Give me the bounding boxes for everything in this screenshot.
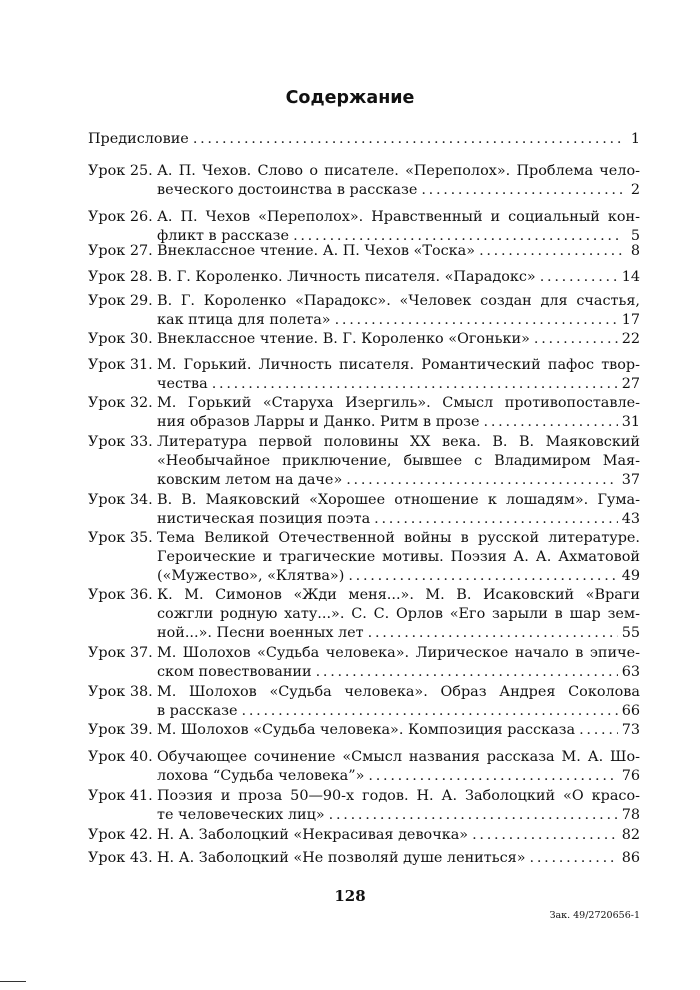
toc-entry (88, 330, 640, 349)
dot-leader (346, 471, 617, 490)
toc-line (88, 510, 640, 529)
toc-entry (88, 683, 640, 721)
lesson-title-line: те человеческих лиц» (157, 807, 325, 823)
lesson-label: Урок 29. (88, 293, 153, 309)
lesson-title-line: ния образов Ларры и Данко. Ритм в прозе (157, 414, 480, 430)
lesson-title-line: К. М. Симонов «Жди меня...». М. В. Исаковский «Враги (157, 587, 640, 603)
toc-line (88, 644, 640, 663)
toc-line (88, 268, 640, 287)
lesson-title-line: М. Шолохов «Судьба человека». Образ Андрея Соколова (157, 684, 640, 700)
toc-line (88, 375, 640, 394)
lesson-title-line: М. Горький «Старуха Изергиль». Смысл противопоставле- (157, 395, 640, 411)
dot-leader (212, 375, 618, 394)
toc-line (88, 748, 640, 767)
lesson-label: Урок 30. (88, 331, 153, 347)
toc-page-number: 22 (621, 331, 640, 347)
toc-page-number: 27 (621, 376, 640, 392)
toc-entry (88, 292, 640, 330)
toc-entry (88, 491, 640, 529)
toc-page-number: 2 (630, 182, 640, 198)
lesson-title-line: ском повествовании (157, 664, 312, 680)
lesson-title-line: В. Г. Короленко «Парадокс». «Человек создан для счастья, (157, 293, 640, 309)
toc-line (88, 605, 640, 624)
toc-line (88, 292, 640, 311)
toc-line (88, 826, 640, 845)
lesson-label: Урок 31. (88, 357, 153, 373)
toc-line (88, 624, 640, 643)
toc-line (88, 242, 640, 261)
lesson-title-line: фликт в рассказе (157, 228, 290, 244)
dot-leader (193, 130, 622, 149)
dot-leader (329, 806, 618, 825)
toc-line (88, 394, 640, 413)
toc-line (88, 433, 640, 452)
lesson-title-line: Обучающее сочинение «Смысл названия рассказа М. А. Шо- (157, 749, 640, 765)
toc-line (88, 767, 640, 786)
toc-page-number: 31 (621, 414, 640, 430)
dot-leader (348, 567, 617, 586)
toc-line (88, 356, 640, 375)
toc-page-number: 82 (621, 827, 640, 843)
lesson-label: Урок 37. (88, 645, 153, 661)
toc-entry (88, 529, 640, 586)
toc-page-number: 5 (630, 228, 640, 244)
lesson-label: Урок 33. (88, 434, 153, 450)
lesson-label: Урок 25. (88, 163, 153, 179)
toc-page-number: 8 (630, 243, 640, 259)
scan-edge-mark (0, 981, 26, 982)
lesson-label: Урок 42. (88, 827, 153, 843)
toc-line (88, 330, 640, 349)
toc-page-number: 76 (621, 768, 640, 784)
dot-leader (484, 413, 618, 432)
toc-page-number: 73 (621, 722, 640, 738)
toc-entry (88, 586, 640, 643)
toc-entry (88, 644, 640, 682)
lesson-label: Урок 41. (88, 788, 153, 804)
toc-page-number: 1 (630, 131, 640, 147)
lesson-title-line: нистическая позиция поэта (157, 511, 371, 527)
dot-leader (540, 268, 618, 287)
toc-line (88, 548, 640, 567)
toc-page-number: 14 (621, 269, 640, 285)
toc-entry-preface (88, 130, 640, 149)
lesson-title-line: Н. А. Заболоцкий «Не позволяй душе лениться» (157, 850, 526, 866)
lesson-title-line: ной...». Песни военных лет (157, 625, 364, 641)
toc-line (88, 452, 640, 471)
dot-leader (534, 330, 618, 349)
toc-page-number: 17 (621, 312, 640, 328)
toc-line (88, 491, 640, 510)
lesson-title-line: веческого достоинства в рассказе (157, 182, 418, 198)
lesson-title-line: как птица для полета» (157, 312, 331, 328)
lesson-title-line: М. Горький. Личность писателя. Романтический пафос твор- (157, 357, 640, 373)
toc-page-number: 43 (621, 511, 640, 527)
lesson-label: Урок 32. (88, 395, 153, 411)
toc-entry (88, 394, 640, 432)
lesson-title-line: А. П. Чехов. Слово о писателе. «Переполох». Проблема чело- (157, 163, 640, 179)
toc-line (88, 311, 640, 330)
lesson-label: Урок 35. (88, 530, 153, 546)
toc-line (88, 208, 640, 227)
toc-entry (88, 787, 640, 825)
toc-line (88, 702, 640, 721)
lesson-title-line: «Необычайное приключение, бывшее с Владимиром Мая- (157, 453, 640, 469)
page-number: 128 (334, 887, 366, 905)
toc-line (88, 586, 640, 605)
lesson-label: Урок 43. (88, 850, 153, 866)
lesson-label: Урок 27. (88, 243, 153, 259)
toc-line (88, 413, 640, 432)
lesson-label: Урок 34. (88, 492, 153, 508)
dot-leader (242, 702, 618, 721)
lesson-title-line: сожгли родную хату...». С. С. Орлов «Его зарыли в шар зем- (157, 606, 640, 622)
toc-line (88, 130, 640, 149)
lesson-title-line: М. Шолохов «Судьба человека». Композиция рассказа (157, 722, 576, 738)
lesson-title-line: Внеклассное чтение. В. Г. Короленко «Огоньки» (157, 331, 530, 347)
lesson-label: Урок 28. (88, 269, 153, 285)
toc-line (88, 806, 640, 825)
lesson-title-line: ковским летом на даче» (157, 472, 343, 488)
toc-entry (88, 268, 640, 287)
toc-page-number: 66 (621, 703, 640, 719)
lesson-label: Урок 26. (88, 209, 153, 225)
toc-line (88, 849, 640, 868)
lesson-label: Урок 40. (88, 749, 153, 765)
lesson-title-line: Тема Великой Отечественной войны в русской литературе. (157, 530, 640, 546)
dot-leader (368, 624, 618, 643)
toc-line (88, 529, 640, 548)
toc-entry (88, 242, 640, 261)
toc-entry (88, 721, 640, 740)
table-of-contents (88, 0, 640, 870)
toc-page-number: 37 (621, 472, 640, 488)
lesson-title-line: Поэзия и проза 50—90-х годов. Н. А. Заболоцкий «О красо- (157, 788, 640, 804)
toc-page-number: 86 (621, 850, 640, 866)
toc-line (88, 787, 640, 806)
toc-entry (88, 433, 640, 490)
dot-leader (316, 663, 618, 682)
lesson-title-line: лохова “Судьба человека”» (157, 768, 365, 784)
lesson-label: Урок 38. (88, 684, 153, 700)
lesson-title-line: В. Г. Короленко. Личность писателя. «Парадокс» (157, 269, 536, 285)
lesson-title-line: Внеклассное чтение. А. П. Чехов «Тоска» (157, 243, 476, 259)
dot-leader (472, 826, 618, 845)
toc-line (88, 683, 640, 702)
toc-entry (88, 162, 640, 200)
lesson-title-line: («Мужество», «Клятва») (157, 568, 345, 584)
toc-line (88, 663, 640, 682)
lesson-label: Урок 39. (88, 722, 153, 738)
toc-line (88, 721, 640, 740)
toc-line (88, 162, 640, 181)
lesson-label: Урок 36. (88, 587, 153, 603)
dot-leader (335, 311, 618, 330)
lesson-title-line: В. В. Маяковский «Хорошее отношение к лошадям». Гума- (157, 492, 640, 508)
dot-leader (368, 767, 617, 786)
dot-leader (421, 181, 622, 200)
toc-line (88, 471, 640, 490)
page-title: Содержание (285, 88, 415, 108)
toc-page-number: 49 (621, 568, 640, 584)
dot-leader (530, 849, 618, 868)
dot-leader (374, 510, 618, 529)
toc-entry (88, 208, 640, 246)
lesson-title-line: Литература первой половины XX века. В. В. Маяковский (157, 434, 640, 450)
lesson-title-line: Героические и трагические мотивы. Поэзия А. А. Ахматовой (157, 549, 640, 565)
lesson-title-line: в рассказе (157, 703, 238, 719)
lesson-title-line: Н. А. Заболоцкий «Некрасивая девочка» (157, 827, 469, 843)
toc-entry (88, 826, 640, 845)
lesson-title-line: чества (157, 376, 208, 392)
dot-leader (579, 721, 618, 740)
toc-page-number: 78 (621, 807, 640, 823)
toc-entry (88, 748, 640, 786)
toc-entry (88, 849, 640, 868)
dot-leader (479, 242, 622, 261)
toc-line (88, 567, 640, 586)
toc-line (88, 181, 640, 200)
lesson-title-line: А. П. Чехов «Переполох». Нравственный и социальный кон- (157, 209, 640, 225)
toc-entry (88, 356, 640, 394)
toc-page-number: 63 (621, 664, 640, 680)
toc-entry-text: Предисловие (88, 131, 189, 147)
toc-page-number: 55 (621, 625, 640, 641)
print-order-code: Зак. 49/2720656-1 (549, 910, 640, 921)
lesson-title-line: М. Шолохов «Судьба человека». Лирическое начало в эпиче- (157, 645, 640, 661)
